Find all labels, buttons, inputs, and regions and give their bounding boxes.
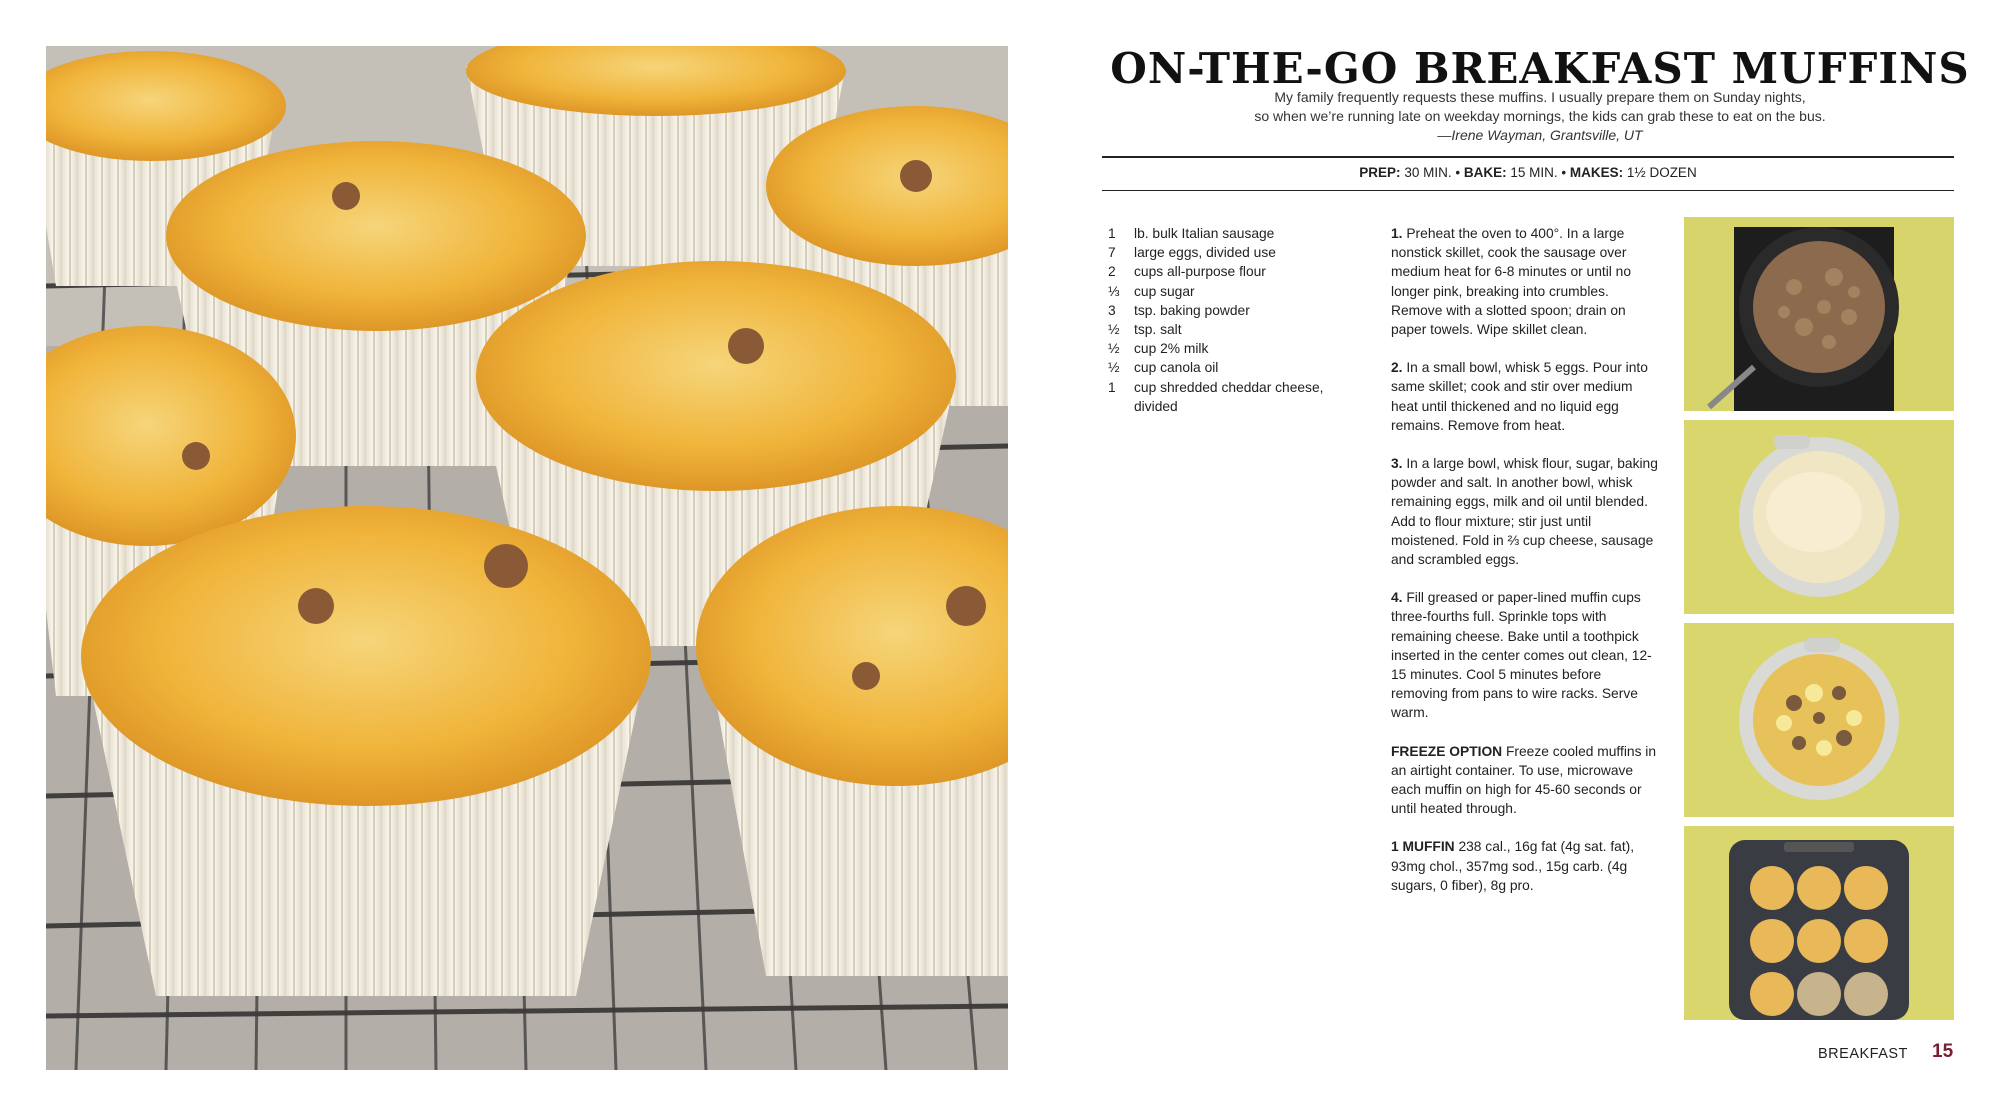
top-divider <box>1102 156 1954 158</box>
bowl-with-mixed-batter-image <box>1684 623 1954 817</box>
direction-step <box>1391 224 1661 339</box>
step-text: In a large bowl, whisk flour, sugar, baking powder and salt. In another bowl, whisk remaining eggs, milk and oil until blended. Add to flour mixture; stir just until moistened. Fold in ⅔ cup cheese, sausage and scrambled eggs. <box>1391 456 1658 568</box>
directions <box>1391 224 1661 914</box>
ingredient-qty: ½ <box>1108 341 1120 357</box>
skillet-with-sausage-image <box>1684 217 1954 411</box>
makes-label: MAKES: <box>1569 165 1624 180</box>
ingredient-item <box>1108 224 1358 243</box>
step-text: In a small bowl, whisk 5 eggs. Pour into same skillet; cook and stir over medium heat until thickened and no liquid egg remains. Remove from heat. <box>1391 360 1648 433</box>
ingredient-qty: ½ <box>1108 360 1120 376</box>
nutrition-text: 238 cal., 16g fat (4g sat. fat), 93mg chol., 357mg sod., 15g carb. (4g sugars, 0 fiber), 8g pro. <box>1391 839 1635 893</box>
ingredient-text: cup sugar <box>1134 283 1195 299</box>
step-photos <box>1684 217 1954 1029</box>
ingredient-item <box>1108 243 1358 262</box>
meta-separator: • <box>1455 165 1461 180</box>
step-text: Preheat the oven to 400°. In a large nonstick skillet, cook the sausage over medium heat for 6-8 minutes or until no longer pink, breaking into crumbles. Remove with a slotted spoon; drain on paper towels. Wipe skillet clean. <box>1391 226 1632 338</box>
ingredient-item <box>1108 378 1358 416</box>
step-1-photo <box>1684 217 1954 411</box>
meta-separator: • <box>1561 165 1567 180</box>
ingredient-item <box>1108 301 1358 320</box>
ingredient-text: cup shredded cheddar cheese, divided <box>1134 379 1324 414</box>
direction-step <box>1391 454 1661 569</box>
ingredient-qty: 2 <box>1108 264 1116 280</box>
step-number: 4. <box>1391 590 1403 606</box>
muffin-tin-image <box>1684 826 1954 1020</box>
freeze-option <box>1391 742 1661 819</box>
ingredient-qty: ½ <box>1108 322 1120 338</box>
direction-step <box>1391 358 1661 435</box>
step-number: 1. <box>1391 226 1403 241</box>
ingredient-text: cup 2% milk <box>1134 341 1209 357</box>
freeze-option-label: FREEZE OPTION <box>1391 743 1503 759</box>
makes-value: 1½ DOZEN <box>1626 165 1697 180</box>
ingredient-text: cups all-purpose flour <box>1134 264 1266 280</box>
freeze-option-text: Freeze cooled muffins in an airtight container. To use, microwave each muffin on high for 45-60 seconds or until heated through. <box>1391 743 1657 817</box>
step-2-photo <box>1684 420 1954 614</box>
ingredients-list <box>1108 224 1358 416</box>
ingredient-qty: 1 <box>1108 379 1116 395</box>
bake-value: 15 MIN. <box>1510 165 1558 180</box>
ingredient-qty: 1 <box>1108 226 1116 241</box>
step-text: Fill greased or paper-lined muffin cups three-fourths full. Sprinkle tops with remaining cheese. Bake until a toothpick inserted in the center comes out clean, 12-15 minutes. Cool 5 minutes before removing from pans to wire racks. Serve warm. <box>1391 590 1652 721</box>
nutrition-label: 1 MUFFIN <box>1391 839 1455 855</box>
recipe-byline: —Irene Wayman, Grantsville, UT <box>1437 127 1643 143</box>
nutrition-facts <box>1391 837 1661 895</box>
step-4-photo <box>1684 826 1954 1020</box>
ingredient-qty: 3 <box>1108 302 1116 318</box>
ingredient-qty: 7 <box>1108 245 1116 261</box>
muffins-hero-photo <box>46 46 1008 1070</box>
ingredient-qty: ⅓ <box>1108 283 1120 299</box>
ingredient-text: cup canola oil <box>1134 360 1219 376</box>
ingredient-text: tsp. baking powder <box>1134 302 1250 318</box>
step-number: 3. <box>1391 456 1403 472</box>
ingredient-item <box>1108 358 1358 377</box>
intro-line-2: so when we’re running late on weekday mornings, the kids can grab these to eat on the bus. <box>1254 108 1826 124</box>
intro-line-1: My family frequently requests these muffins. I usually prepare them on Sunday nights, <box>1274 89 1806 105</box>
direction-step <box>1391 588 1661 722</box>
ingredient-text: tsp. salt <box>1134 322 1182 338</box>
step-number: 2. <box>1391 360 1403 376</box>
ingredient-text: lb. bulk Italian sausage <box>1134 226 1275 241</box>
recipe-meta <box>1102 165 1954 180</box>
ingredient-item <box>1108 282 1358 301</box>
recipe-intro <box>1140 88 1940 145</box>
ingredient-text: large eggs, divided use <box>1134 245 1276 261</box>
muffins-illustration <box>46 46 1008 1070</box>
recipe-title: ON-THE-GO BREAKFAST MUFFINS <box>1110 44 1970 93</box>
prep-label: PREP: <box>1359 165 1401 180</box>
prep-value: 30 MIN. <box>1404 165 1452 180</box>
bottom-divider <box>1102 190 1954 191</box>
ingredient-item <box>1108 262 1358 281</box>
step-3-photo <box>1684 623 1954 817</box>
ingredient-item <box>1108 339 1358 358</box>
page-number: 15 <box>1932 1041 1954 1062</box>
ingredient-item <box>1108 320 1358 339</box>
bake-label: BAKE: <box>1463 165 1507 180</box>
bowl-with-batter-image <box>1684 420 1954 614</box>
section-name: BREAKFAST <box>1818 1046 1908 1062</box>
